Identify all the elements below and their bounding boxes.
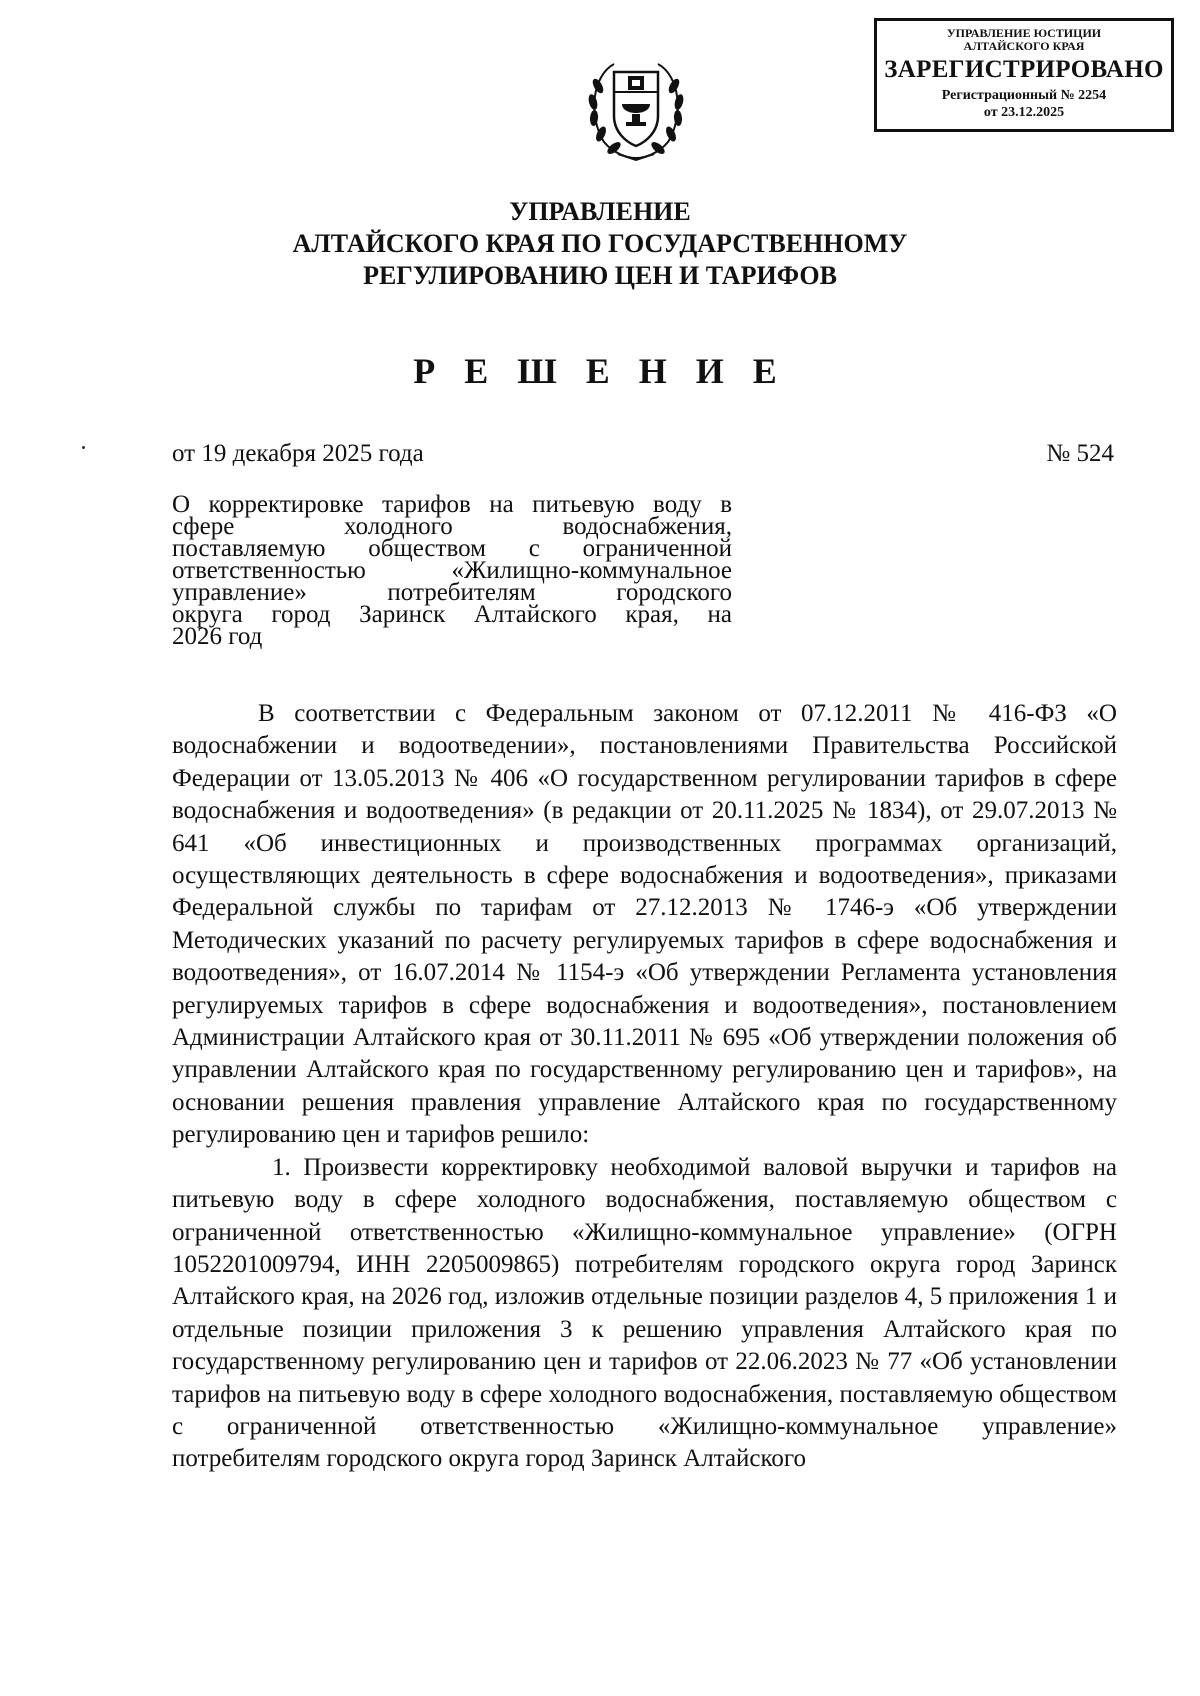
agency-line-2: АЛТАЙСКОГО КРАЯ ПО ГОСУДАРСТВЕННОМУ [292, 229, 908, 258]
subject-line: управление» потребителям городского [172, 579, 732, 606]
document-subject [172, 491, 732, 650]
subject-line: сфере холодного водоснабжения, [172, 513, 732, 540]
subject-line: поставляемую обществом с ограниченной [172, 535, 732, 562]
stamp-reg-date: от 23.12.2025 [983, 105, 1065, 120]
margin-mark [82, 446, 85, 449]
agency-line-3: РЕГУЛИРОВАНИЮ ЦЕН И ТАРИФОВ [363, 261, 837, 290]
subject-line: 2026 год [172, 623, 263, 650]
registration-stamp [874, 18, 1174, 132]
body-paragraph-preamble: В соответствии с Федеральным законом от 07.12.2011 № 416-ФЗ «О водоснабжении и водоотведении», постановлениями Правительства Российской Федерации от 13.05.2013 № 406 «О государственном регулировании тарифов в сфере водоснабжения и водоотведения» (в редакции от 20.11.2025 № 1834), от 29.07.2013 № 641 «Об инвестиционных и производственных программах организаций, осуществляющих деятельность в сфере водоснабжения и водоотведения», приказами Федеральной службы по тарифам от 27.12.2013 № 1746-э «Об утверждении Методических указаний по расчету регулируемых тарифов в сфере водоснабжения и водоотведения», от 16.07.2014 № 1154-э «Об утверждении Регламента установления регулируемых тарифов в сфере водоснабжения и водоотведения», постановлением Администрации Алтайского края от 30.11.2011 № 695 «Об утверждении положения об управлении Алтайского края по государственному регулированию цен и тарифов», на основании решения правления управление Алтайского края по государственному регулированию цен и тарифов решило: [172, 700, 1117, 1149]
agency-line-1: УПРАВЛЕНИЕ [509, 197, 691, 226]
document-number: № 524 [1046, 440, 1114, 467]
subject-line: О корректировке тарифов на питьевую воду в [172, 491, 732, 518]
subject-line: ответственностью «Жилищно-коммунальное [172, 557, 732, 584]
document-date: от 19 декабря 2025 года [172, 440, 424, 467]
coat-of-arms-icon [584, 46, 688, 164]
stamp-line-2: АЛТАЙСКОГО КРАЯ [963, 39, 1085, 53]
body-paragraph-item-1: 1. Произвести корректировку необходимой валовой выручки и тарифов на питьевую воду в сфере холодного водоснабжения, поставляемую обществом с ограниченной ответственностью «Жилищно-коммунальное управление» (ОГРН 1052201009794, ИНН 2205009865) потребителям городского округа город Заринск Алтайского края, на 2026 год, изложив отдельные позиции разделов 4, 5 приложения 1 и отдельные позиции приложения 3 к решению управления Алтайского края по государственному регулированию цен и тарифов от 22.06.2023 № 77 «Об установлении тарифов на питьевую воду в сфере холодного водоснабжения, поставляемую обществом с ограниченной ответственностью «Жилищно-коммунальное управление» потребителям городского округа город Заринск Алтайского [172, 1153, 1117, 1473]
stamp-reg-number: Регистрационный № 2254 [941, 88, 1107, 103]
document-type-heading: Р Е Ш Е Н И Е [413, 351, 787, 391]
document-body [172, 698, 1117, 1476]
agency-title [0, 196, 1200, 292]
stamp-line-1: УПРАВЛЕНИЕ ЮСТИЦИИ [946, 26, 1102, 40]
stamp-status: ЗАРЕГИСТРИРОВАНО [884, 56, 1164, 83]
subject-line: округа город Заринск Алтайского края, на [172, 601, 732, 628]
